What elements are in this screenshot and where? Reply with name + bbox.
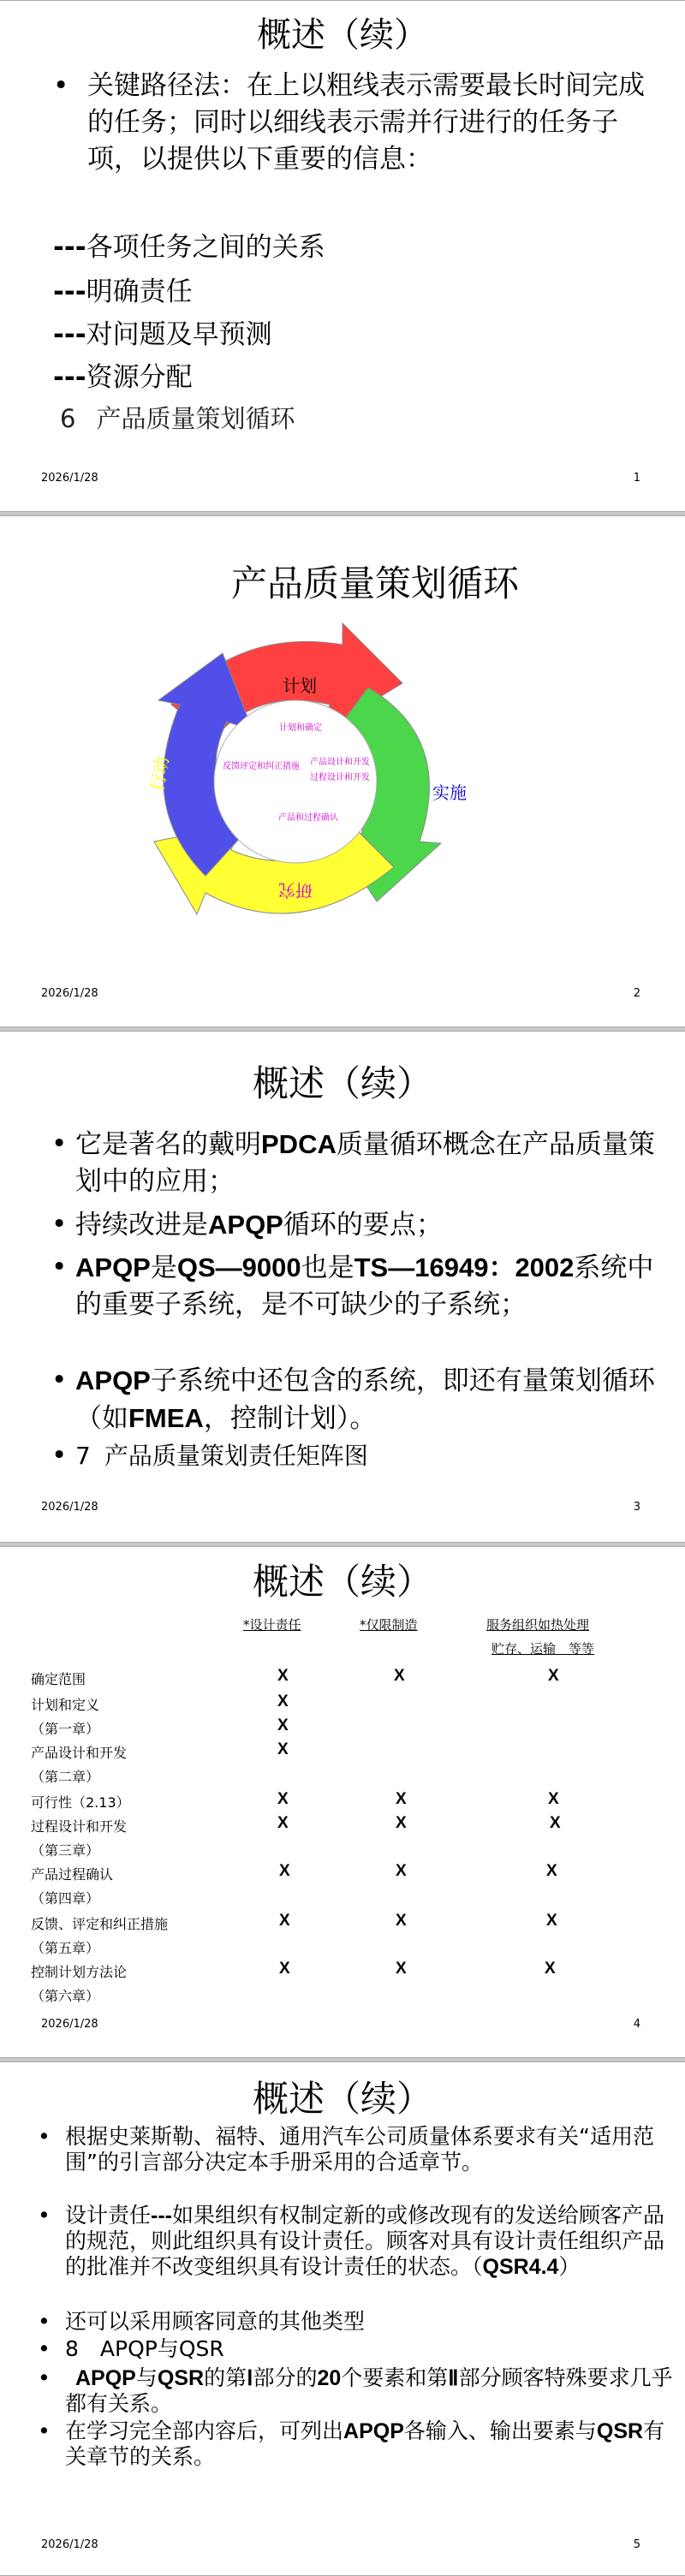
arrow-label-study: 研究 [278,880,313,901]
footer-date: 2026/1/28 [41,1501,98,1514]
row-label: （第四章） [31,1890,100,1907]
bullet-summary: • 在学习完全部内容后，可列出APQP各输入、输出要素与QSR有关章节的关系。 [38,2418,665,2469]
matrix-mark: X [548,1790,559,1808]
slide-title: 概述（续） [252,1062,432,1104]
inner-label: 产品和过程确认 [278,813,338,823]
row-label: （第一章） [31,1721,100,1737]
row-label: 产品设计和开发 [31,1745,128,1761]
dash-item: ---明确责任 [53,277,193,307]
matrix-mark: X [396,1862,407,1880]
page-number: 1 [633,472,640,485]
matrix-mark: X [396,1960,407,1978]
matrix-mark: X [279,1862,290,1880]
matrix-mark: X [396,1912,407,1930]
dash-item: ---各项任务之间的关系 [53,232,325,263]
row-label: （第三章） [31,1842,100,1859]
matrix-mark: X [548,1667,559,1685]
bullet-scope: • 根据史莱斯勒、福特、通用汽车公司质量体系要求有关“适用范围”的引言部分决定本手册采用的合适章节。 [38,2124,654,2174]
inner-label: 计划和确定 [279,723,322,733]
matrix-mark: X [396,1790,407,1808]
arrow-label-do: 实施 [432,782,467,803]
slide-title: 概述（续） [257,15,428,55]
footer-date: 2026/1/28 [41,2538,98,2551]
bullet-pdca: • 它是著名的戴明PDCA质量循环概念在产品质量策划中的应用； [51,1128,655,1197]
bullet-inner-systems: • APQP子系统中还包含的系统，即还有量策划循环（如FMEA，控制计划）。 [51,1365,655,1434]
row-label: （第六章） [31,1988,100,2004]
row-label: 控制计划方法论 [31,1964,128,1980]
pdca-cycle-diagram [111,610,488,936]
slide-title: 概述（续） [252,1561,432,1603]
bullet-subsystem: • APQP是QS—9000也是TS—16949：2002系统中的重要子系统，是不可缺少的子系统； [51,1252,654,1320]
matrix-mark: X [277,1790,289,1808]
slide-title: 概述（续） [252,2078,432,2120]
bullet-critical-path: • 关键路径法：在上以粗线表示需要最长时间完成的任务；同时以细线表示需并行进行的任务子项，以提供以下重要的信息： [53,68,652,178]
matrix-mark: X [277,1740,289,1758]
inner-label: 反馈评定和纠正措施 [223,762,300,771]
dash-item: ---资源分配 [53,362,193,393]
matrix-mark: X [279,1912,290,1930]
bullet-next-section: • 8 APQP与QSR [38,2336,224,2361]
matrix-mark: X [279,1960,290,1978]
bullet-qsr-relation: • APQP与QSR的第Ⅰ部分的20个要素和第Ⅱ部分顾客特殊要求几乎都有关系。 [38,2365,673,2416]
row-label: 过程设计和开发 [31,1818,128,1835]
bullet-next-section: • 7 产品质量策划责任矩阵图 [51,1440,368,1471]
slide-3 [0,1031,685,1543]
col-header-design: *设计责任 [243,1617,301,1633]
row-label: 计划和定义 [31,1697,100,1713]
matrix-mark: X [545,1960,556,1978]
matrix-mark: X [546,1912,557,1930]
matrix-mark: X [277,1667,289,1685]
matrix-mark: X [550,1814,561,1832]
page-number: 4 [633,2018,640,2031]
arrow-label-plan: 计划 [283,675,317,696]
page-number: 3 [633,1501,640,1514]
bullet-other-types: • 还可以采用顾客同意的其他类型 [38,2309,366,2334]
slide-5 [0,2061,685,2576]
slide-4 [0,1546,685,2058]
matrix-mark: X [277,1693,289,1710]
page-number: 5 [633,2538,640,2551]
row-label: 确定范围 [31,1671,86,1687]
bullet-design-responsibility: • 设计责任---如果组织有权制定新的或修改现有的发送给顾客产品的规范，则此组织具有设计责任。顾客对具有设计责任组织产品的批准并不改变组织具有设计责任的状态。（QSR4.4） [38,2203,665,2279]
slide-2 [0,515,685,1027]
col-header-manufacture: *仅限制造 [360,1617,418,1633]
row-label: 可行性（2.13） [31,1794,130,1811]
page-number: 2 [633,987,640,1000]
matrix-mark: X [277,1814,289,1832]
dash-item: ---对问题及早预测 [53,319,272,350]
footer-date: 2026/1/28 [41,472,98,485]
next-section: 6 产品质量策划循环 [60,404,295,433]
inner-label: 产品设计和开发 [310,758,370,767]
row-label: （第五章） [31,1940,100,1956]
matrix-mark: X [277,1716,289,1734]
bullet-dot: • [53,70,69,101]
row-label: （第二章） [31,1769,100,1785]
arrow-label-act: 行动 [146,755,173,793]
slide-title: 产品质量策划循环 [231,562,520,604]
row-label: 产品过程确认 [31,1866,114,1883]
footer-date: 2026/1/28 [41,2018,98,2031]
matrix-mark: X [396,1814,407,1832]
matrix-mark: X [394,1667,405,1685]
inner-label: 过程设计和开发 [310,773,370,782]
matrix-mark: X [546,1862,557,1880]
bullet-continuous-improvement: • 持续改进是APQP循环的要点； [51,1209,443,1240]
footer-date: 2026/1/28 [41,987,98,1000]
col-header-service-2: 贮存、运输 等等 [491,1641,595,1657]
row-label: 反馈、评定和纠正措施 [31,1916,169,1932]
col-header-service: 服务组织如热处理 [486,1617,590,1633]
slide-1 [0,0,685,512]
